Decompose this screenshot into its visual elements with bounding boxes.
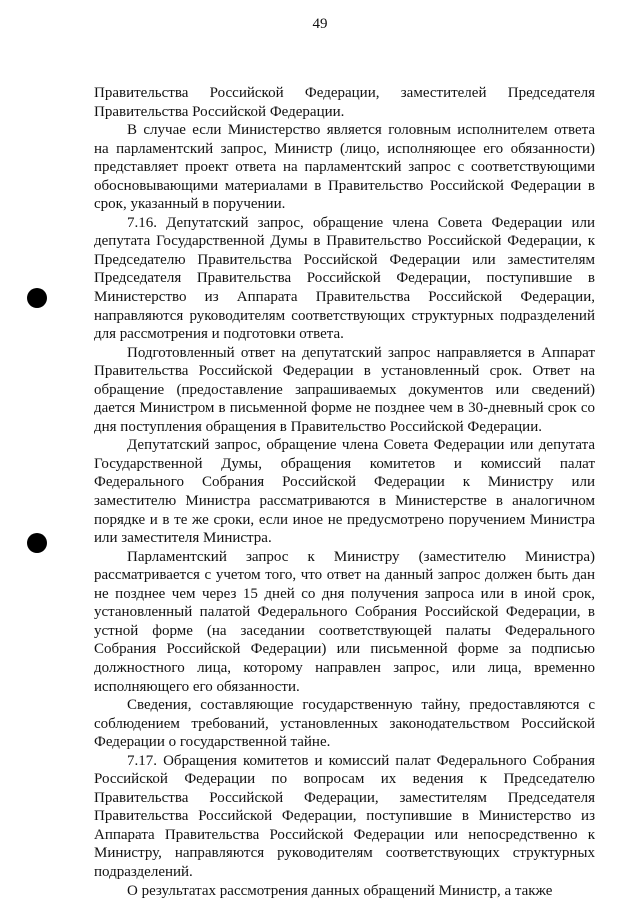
paragraph: Сведения, составляющие государственную тайну, предоставляются с соблюдением требований, установленных законодательством Российской Федерации о государственной тайне.	[94, 697, 595, 751]
punch-hole	[27, 288, 47, 308]
paragraph: В случае если Министерство является головным исполнителем ответа на парламентский запрос, Министр (лицо, исполняющее его обязанности) представляет проект ответа на парламентский запрос с соответствующими обосновывающими материалами в Правительство Российской Федерации в срок, указанный в поручении.	[94, 122, 595, 213]
document-body	[94, 84, 595, 900]
page-number: 49	[312, 16, 328, 32]
paragraph: 7.17. Обращения комитетов и комиссий палат Федерального Собрания Российской Федерации по вопросам их ведения к Председателю Правительства Российской Федерации, заместителям Председателя Правительства Российской Федерации, поступившие в Министерство из Аппарата Правительства Российской Федерации или непосредственно к Министру, направляются руководителям соответствующих структурных подразделений.	[94, 752, 595, 880]
punch-hole	[27, 533, 47, 553]
paragraph: Правительства Российской Федерации, заместителей Председателя Правительства Российской Федерации.	[94, 85, 595, 120]
paragraph: О результатах рассмотрения данных обращений Министр, а также	[127, 882, 553, 899]
paragraph: 7.16. Депутатский запрос, обращение члена Совета Федерации или депутата Государственной Думы в Правительство Российской Федерации, к Председателю Правительства Российской Федерации или заместителям Председателя Правительства Российской Федерации, поступившие в Министерство из Аппарата Правительства Российской Федерации, направляются руководителям соответствующих структурных подразделений для рассмотрения и подготовки ответа.	[94, 214, 595, 343]
paragraph: Депутатский запрос, обращение члена Совета Федерации или депутата Государственной Думы, обращения комитетов и комиссий палат Федерального Собрания Российской Федерации к Министру или заместителю Министра рассматриваются в Министерстве в аналогичном порядке и в те же сроки, если иное не предусмотрено поручением Министра или заместителя Министра.	[94, 437, 595, 547]
paragraph: Подготовленный ответ на депутатский запрос направляется в Аппарат Правительства Российской Федерации в установленный срок. Ответ на обращение (предоставление запрашиваемых документов или сведений) дается Министром в письменной форме не позднее чем в 30-дневный срок со дня поступления обращения в Правительство Российской Федерации.	[94, 344, 595, 435]
paragraph: Парламентский запрос к Министру (заместителю Министра) рассматривается с учетом того, что ответ на данный запрос должен быть дан не позднее чем через 15 дней со дня получения запроса или в иной срок, установленный палатой Федерального Собрания Российской Федерации, в устной форме (на заседании соответствующей палаты Федерального Собрания Российской Федерации) или письменной форме за подписью должностного лица, которому направлен запрос, или лица, временно исполняющего его обязанности.	[94, 548, 595, 695]
